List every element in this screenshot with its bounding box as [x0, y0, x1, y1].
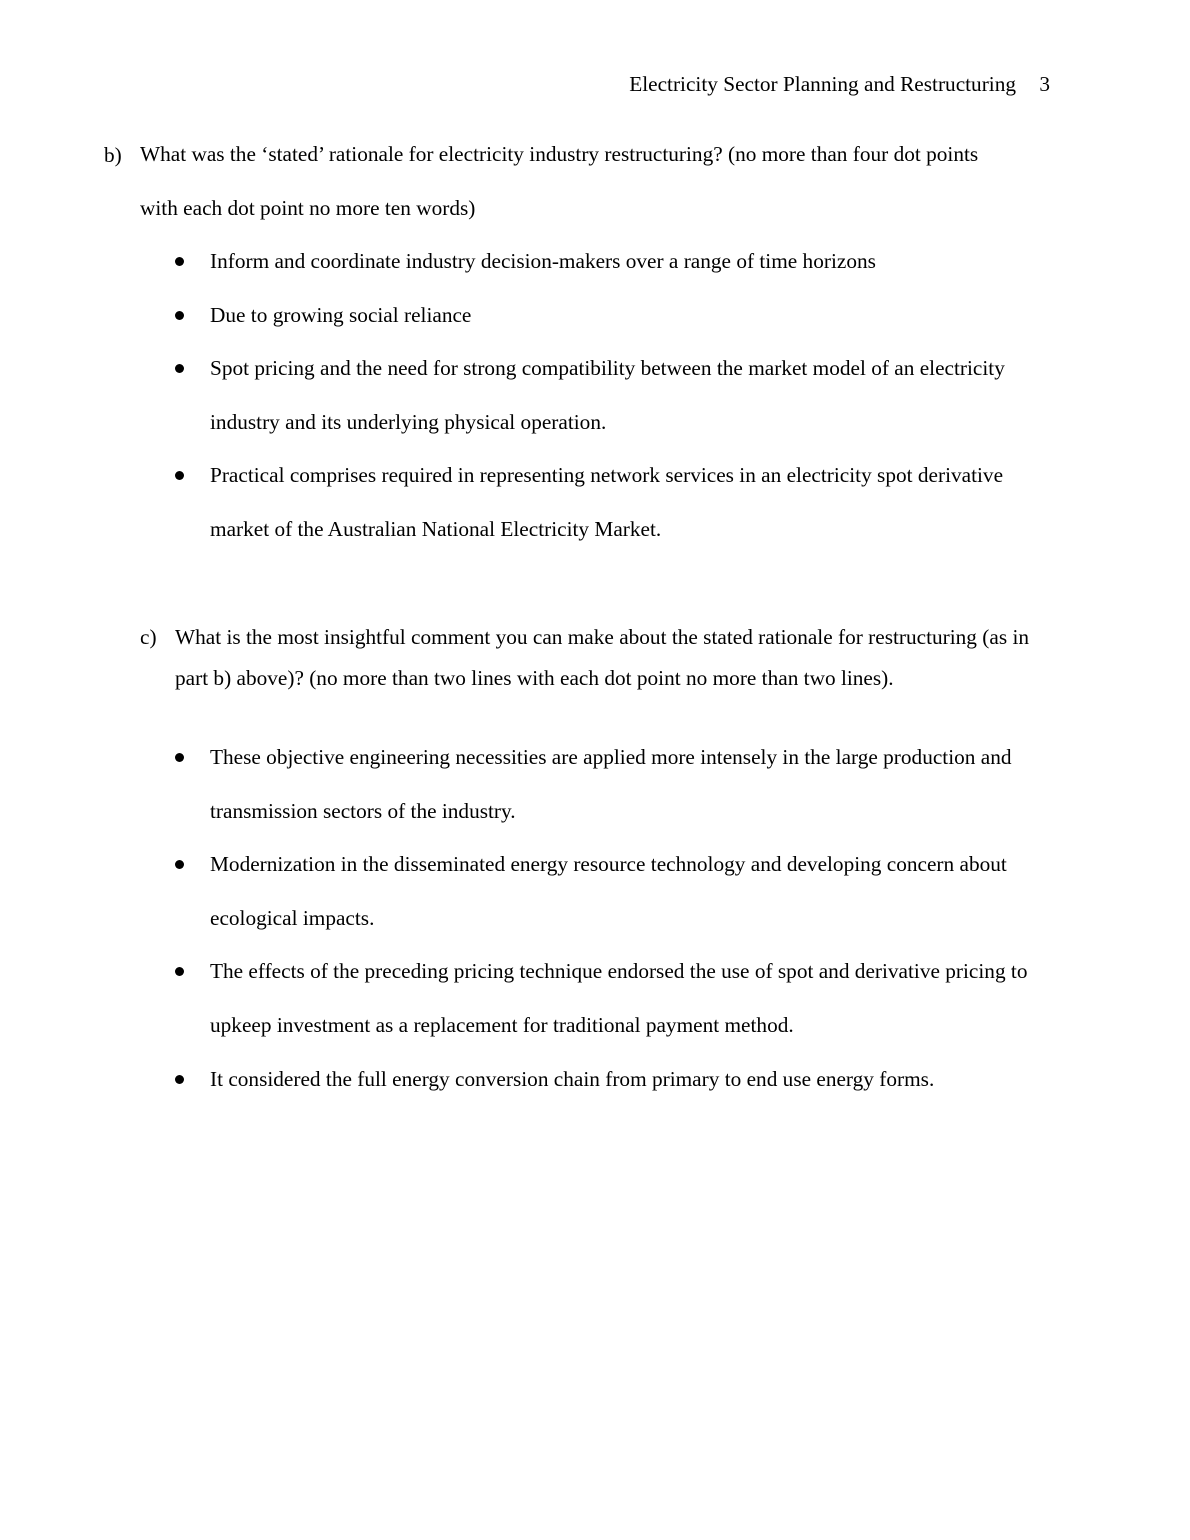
bullet-text: These objective engineering necessities are applied more intensely in the large production and transmission sectors of the industry.: [210, 745, 1012, 823]
bullet-icon: [175, 860, 184, 869]
bullet-icon: [175, 967, 184, 976]
question-b-bullet-list: [175, 235, 1055, 557]
bullet-text: Due to growing social reliance: [210, 302, 472, 327]
bullet-icon: [175, 471, 184, 480]
bullet-icon: [175, 364, 184, 373]
bullet-text: Spot pricing and the need for strong compatibility between the market model of an electricity industry and its underlying physical operation.: [210, 356, 1005, 434]
list-item: [175, 731, 1055, 838]
question-c-text: What is the most insightful comment you can make about the stated rationale for restructuring (as in part b) above)? (no more than two lines with each dot point no more than two lines).: [175, 625, 1030, 690]
bullet-icon: [175, 311, 184, 320]
list-item: [175, 289, 1055, 343]
list-item: [175, 342, 1055, 449]
bullet-text: Modernization in the disseminated energy resource technology and developing concern about ecological impacts.: [210, 852, 1007, 930]
question-b-text: What was the ‘stated’ rationale for electricity industry restructuring? (no more than four dot points with each dot point no more ten words): [140, 142, 979, 220]
list-item: [175, 1053, 1055, 1107]
header-title: Electricity Sector Planning and Restructuring: [629, 72, 1017, 96]
running-header: [629, 70, 1050, 98]
list-item: [175, 945, 1055, 1052]
list-item: [175, 235, 1055, 289]
page-number: 3: [1039, 72, 1050, 96]
bullet-icon: [175, 257, 184, 266]
bullet-text: Inform and coordinate industry decision-makers over a range of time horizons: [210, 249, 876, 273]
list-item: [175, 449, 1055, 556]
list-item: [175, 838, 1055, 945]
bullet-text: It considered the full energy conversion chain from primary to end use energy forms.: [210, 1066, 935, 1091]
question-b-label: b): [104, 143, 122, 167]
question-c-bullet-list: [175, 731, 1055, 1106]
bullet-icon: [175, 1075, 184, 1084]
bullet-icon: [175, 753, 184, 762]
bullet-text: Practical comprises required in representing network services in an electricity spot derivative market of the Australian National Electricity Market.: [210, 463, 1004, 541]
bullet-text: The effects of the preceding pricing technique endorsed the use of spot and derivative pricing to upkeep investment as a replacement for traditional payment method.: [210, 959, 1028, 1037]
question-c-label: c): [140, 625, 157, 649]
